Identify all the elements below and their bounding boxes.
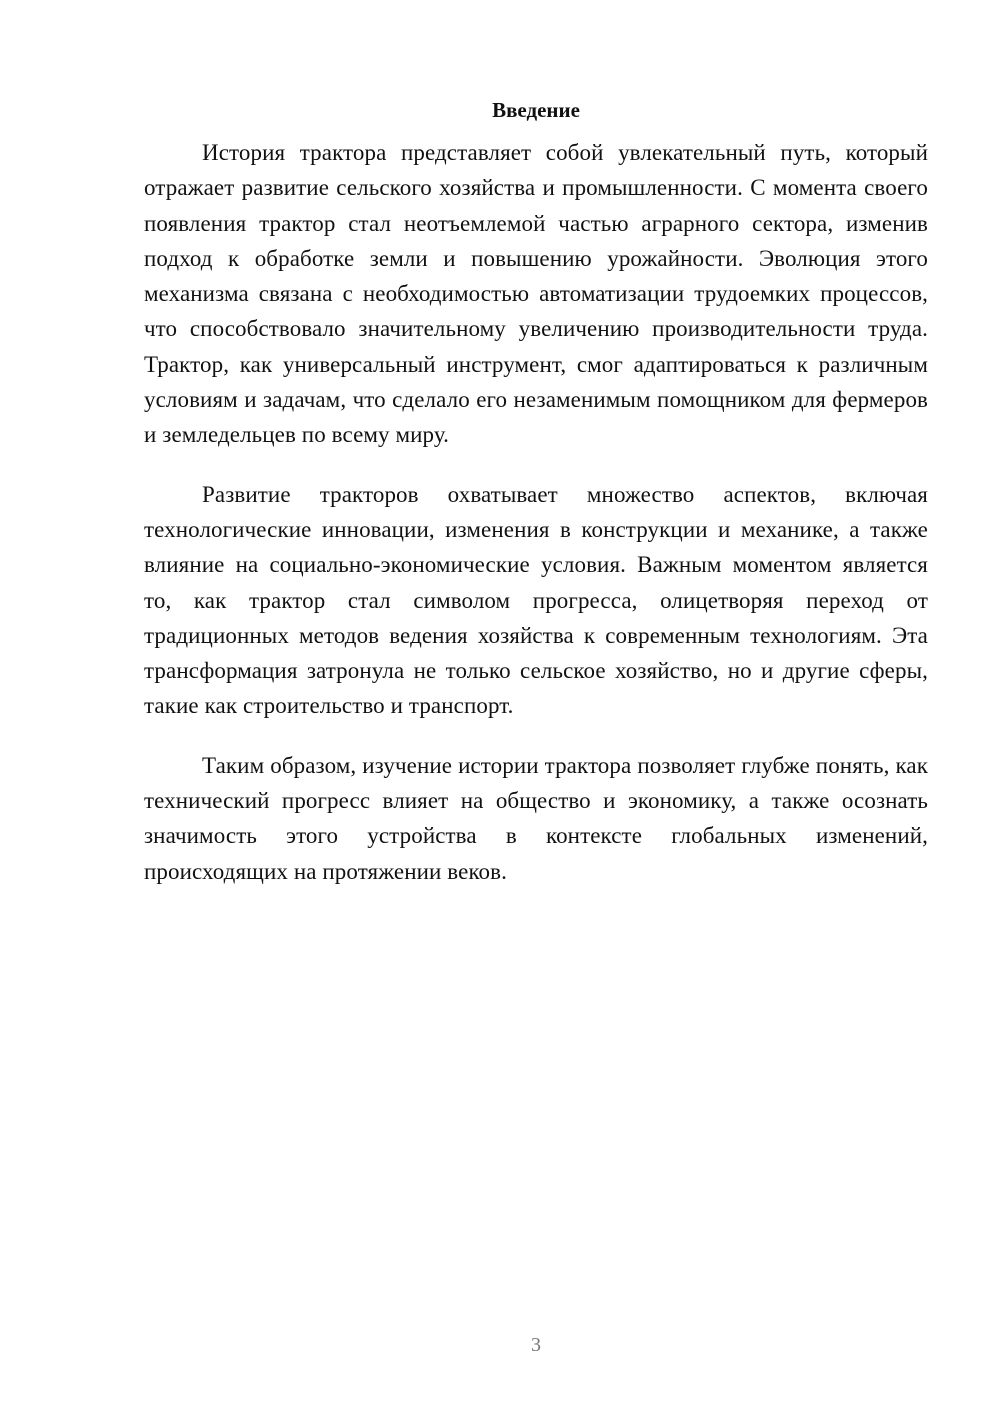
paragraph-3: Таким образом, изучение истории трактора позволяет глубже понять, как технический прогресс влияет на общество и экономику, а также осознать значимость этого устройства в контексте глобальных изменений, происходящих на протяжении веков. bbox=[144, 752, 928, 884]
page-content bbox=[144, 95, 928, 913]
paragraph-1: История трактора представляет собой увлекательный путь, который отражает развитие сельского хозяйства и промышленности. С момента своего появления трактор стал неотъемлемой частью аграрного сектора, изменив подход к обработке земли и повышению урожайности. Эволюция этого механизма связана с необходимостью автоматизации трудоемких процессов, что способствовало значительному увеличению производительности труда. Трактор, как универсальный инструмент, смог адаптироваться к различным условиям и задачам, что сделало его незаменимым помощником для фермеров и земледельцев по всему миру. bbox=[144, 140, 928, 448]
paragraph-2: Развитие тракторов охватывает множество аспектов, включая технологические инновации, изменения в конструкции и механике, а также влияние на социально-экономические условия. Важным моментом является то, как трактор стал символом прогресса, олицетворяя переход от традиционных методов ведения хозяйства к современным технологиям. Эта трансформация затронула не только сельское хозяйство, но и другие сферы, такие как строительство и транспорт. bbox=[144, 481, 928, 719]
section-heading: Введение bbox=[492, 98, 580, 122]
page-number: 3 bbox=[531, 1334, 541, 1356]
